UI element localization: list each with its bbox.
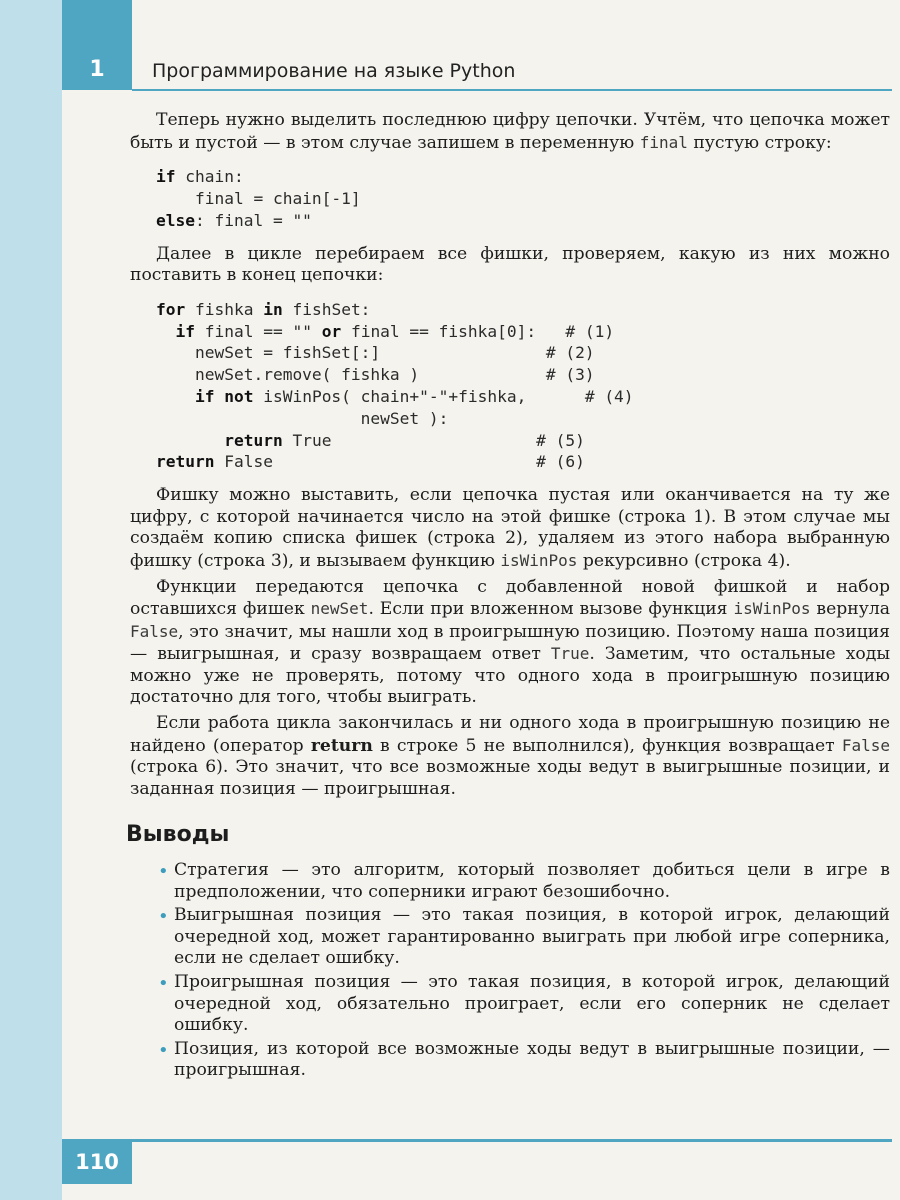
code-line: if chain: (156, 167, 244, 187)
inline-code: False (130, 621, 179, 641)
conclusions-list (130, 860, 890, 1082)
bullet-icon: • (158, 1039, 169, 1061)
list-item: • Позиция, из которой все возможные ходы ведут в выигрышные позиции, — проигрышная. (158, 1038, 890, 1081)
footer-rule (62, 1139, 892, 1142)
code-line: newSet = fishSet[:] # (2) (156, 343, 595, 363)
list-item: • Проигрышная позиция — это такая позиция, в которой игрок, делающий очередной ход, обязательно проиграет, если его соперник не сделает ошибку. (158, 972, 890, 1036)
code-line: newSet ): (156, 408, 449, 428)
list-item: • Стратегия — это алгоритм, который позволяет добиться цели в игре в предположении, что соперники играют безошибочно. (158, 860, 890, 902)
page-number: 110 (62, 1139, 132, 1184)
paragraph-explanation: Фишку можно выставить, если цепочка пустая или оканчивается на ту же цифру, с которой начинается число на этой фишке (строка 1). В этом случае мы создаём копию списка фишек (строка 2), удаляем из этого набора выбранную фишку (строка 3), и вызываем функцию isWinPos рекурсивно (строка 4). (130, 485, 890, 571)
paragraph-loop: Далее в цикле перебираем все фишки, проверяем, какую из них можно поставить в конец цепочки: (130, 243, 890, 286)
paragraph-recursion: Функции передаются цепочка с добавленной новой фишкой и набор оставшихся фишек newSet. Если при вложенном вызове функция isWinPos вернула False, это значит, мы нашли ход в проигрышную позицию. Поэтому наша позиция — выигрышная, и сразу возвращаем ответ True. Заметим, что остальные ходы можно уже не проверять, потому что одного хода в проигрышную позицию достаточно для того, чтобы выиграть. (130, 576, 890, 708)
inline-code: isWinPos (733, 599, 811, 619)
chapter-number-box (62, 0, 132, 90)
list-item: • Выигрышная позиция — это такая позиция, в которой игрок, делающий очередной ход, может гарантированно выиграть при любой игре соперника, если не сделает ошибку. (158, 905, 890, 969)
code-line: newSet.remove( fishka ) # (3) (156, 365, 595, 385)
code-block-loop (156, 299, 890, 473)
code-line: if not isWinPos( chain+"-"+fishka, # (4) (194, 386, 634, 406)
bullet-icon: • (158, 973, 169, 995)
code-line: final = chain[-1] (156, 188, 361, 208)
code-line: return False # (6) (156, 452, 585, 472)
code-line: for fishka in fishSet: (156, 299, 371, 319)
code-line: return True # (5) (224, 430, 585, 450)
paragraph-final-digit: Теперь нужно выделить последнюю цифру цепочки. Учтём, что цепочка может быть и пустой — в этом случае запишем в переменную final пустую строку: (130, 110, 890, 153)
code-block-final (156, 166, 890, 231)
paragraph-losing: Если работа цикла закончилась и ни одного хода в проигрышную позицию не найдено (оператор return в строке 5 не выполнился), функция возвращает False (строка 6). Это значит, что все возможные ходы ведут в выигрышные позиции, и заданная позиция — проигрышная. (130, 713, 891, 799)
inline-code: final (639, 132, 688, 152)
running-header-title: Программирование на языке Python (152, 60, 516, 82)
bullet-icon: • (158, 861, 169, 883)
code-line: else: final = "" (156, 210, 312, 230)
inline-code: False (841, 735, 891, 755)
inline-code: True (550, 644, 590, 664)
inline-code: isWinPos (500, 550, 578, 570)
header-rule (132, 89, 892, 91)
code-line: if final == "" or final == fishka[0]: # (1) (175, 321, 615, 341)
inline-code: newSet (310, 599, 369, 619)
section-title-conclusions: Выводы (126, 822, 230, 848)
bullet-icon: • (158, 906, 169, 928)
page-content (126, 110, 891, 1084)
chapter-number: 1 (89, 57, 105, 82)
bold-keyword: return (310, 735, 373, 756)
left-margin-band (0, 0, 62, 1200)
